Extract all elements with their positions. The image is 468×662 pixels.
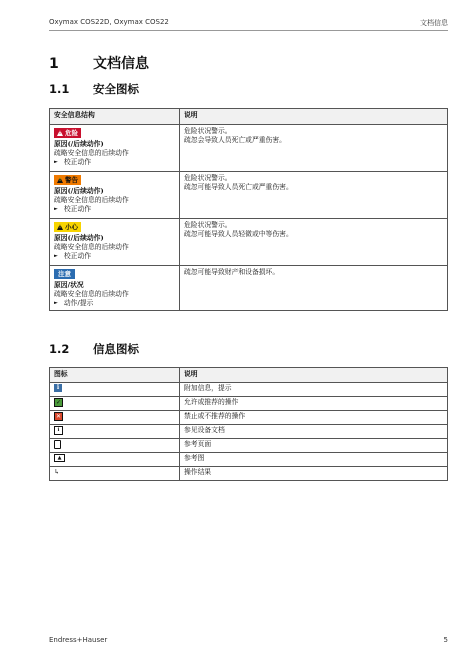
table-row bbox=[50, 383, 448, 397]
table-row bbox=[50, 397, 448, 411]
description-cell: 禁止或不推荐的操作 bbox=[180, 411, 448, 425]
warning-triangle-icon: ! bbox=[59, 177, 62, 183]
description-cell bbox=[180, 125, 448, 172]
icon-cell bbox=[50, 467, 180, 481]
table-row-notice bbox=[50, 266, 448, 311]
footer-brand: Endress+Hauser bbox=[49, 636, 108, 644]
arrow-right-icon: ► bbox=[54, 206, 58, 212]
structure-cell bbox=[50, 266, 180, 311]
action-text: 校正动作 bbox=[63, 205, 92, 213]
result-icon: ↳ bbox=[54, 468, 60, 476]
consequence-text: 疏略安全信息的后续动作 bbox=[54, 290, 129, 298]
arrow-right-icon: ► bbox=[54, 300, 58, 306]
info-symbols-table bbox=[49, 367, 448, 481]
safety-symbols-table bbox=[49, 108, 448, 311]
forbidden-icon: ✕ bbox=[55, 413, 62, 420]
subsection-heading-info bbox=[49, 341, 139, 357]
description-cell bbox=[180, 266, 448, 311]
table-row bbox=[50, 411, 448, 425]
warning-triangle-icon: ! bbox=[59, 224, 62, 230]
subsection-number: 1.2 bbox=[49, 342, 70, 356]
warning-badge bbox=[54, 175, 81, 185]
page-footer bbox=[49, 636, 448, 644]
section-title: 文档信息 bbox=[93, 56, 149, 72]
subsection-heading-safety bbox=[49, 81, 139, 97]
icon-cell bbox=[50, 439, 180, 453]
table-header-row bbox=[50, 368, 448, 383]
header-divider bbox=[49, 30, 448, 31]
header-product-name: Oxymax COS22D, Oxymax COS22 bbox=[49, 18, 169, 26]
table-row-warning bbox=[50, 172, 448, 219]
description-cell: 允许或推荐的操作 bbox=[180, 397, 448, 411]
page-header bbox=[49, 14, 448, 28]
table-row bbox=[50, 439, 448, 453]
danger-badge bbox=[54, 128, 81, 138]
table-row bbox=[50, 425, 448, 439]
structure-cell bbox=[50, 219, 180, 266]
cause-text: 原因(/后续动作) bbox=[54, 140, 104, 148]
section-heading bbox=[49, 53, 149, 73]
description-cell: 参考页面 bbox=[180, 439, 448, 453]
badge-label: 注意 bbox=[58, 269, 71, 278]
action-line bbox=[54, 299, 175, 308]
description-line: 疏忽可能导致人员轻微或中等伤害。 bbox=[184, 230, 293, 238]
permitted-icon: ✓ bbox=[55, 399, 62, 406]
description-cell bbox=[180, 172, 448, 219]
page-number: 5 bbox=[443, 636, 448, 644]
caution-badge bbox=[54, 222, 81, 232]
icon-cell bbox=[50, 411, 180, 425]
table-row-danger bbox=[50, 125, 448, 172]
description-line: 疏忽会导致人员死亡或严重伤害。 bbox=[184, 136, 286, 144]
column-header-structure: 安全信息结构 bbox=[50, 109, 180, 125]
table-header-row bbox=[50, 109, 448, 125]
structure-cell bbox=[50, 125, 180, 172]
notice-badge bbox=[54, 269, 75, 279]
arrow-right-icon: ► bbox=[54, 253, 58, 259]
description-cell: 附加信息，提示 bbox=[180, 383, 448, 397]
icon-cell bbox=[50, 397, 180, 411]
subsection-number: 1.1 bbox=[49, 82, 70, 96]
action-text: 校正动作 bbox=[63, 158, 92, 166]
description-line: 疏忽可能导致财产和设备损坏。 bbox=[184, 268, 280, 276]
description-line: 危险状况警示。 bbox=[184, 127, 232, 135]
cause-text: 原因(/后续动作) bbox=[54, 187, 104, 195]
consequence-text: 疏略安全信息的后续动作 bbox=[54, 149, 129, 157]
description-line: 危险状况警示。 bbox=[184, 174, 232, 182]
description-line: 疏忽可能导致人员死亡或严重伤害。 bbox=[184, 183, 293, 191]
info-icon: i bbox=[54, 384, 62, 392]
column-header-icon: 图标 bbox=[50, 368, 180, 383]
icon-cell bbox=[50, 383, 180, 397]
description-line: 危险状况警示。 bbox=[184, 221, 232, 229]
description-cell: 参考图 bbox=[180, 453, 448, 467]
description-cell: 参见设备文档 bbox=[180, 425, 448, 439]
column-header-description: 说明 bbox=[180, 109, 448, 125]
cause-text: 原因/状况 bbox=[54, 281, 84, 289]
consequence-text: 疏略安全信息的后续动作 bbox=[54, 196, 129, 204]
table-row bbox=[50, 453, 448, 467]
arrow-right-icon: ► bbox=[54, 159, 58, 165]
badge-label: 危险 bbox=[65, 128, 78, 137]
action-line bbox=[54, 205, 175, 214]
subsection-title: 信息图标 bbox=[93, 342, 139, 356]
section-number: 1 bbox=[49, 56, 59, 72]
table-row bbox=[50, 467, 448, 481]
badge-label: 小心 bbox=[65, 222, 78, 231]
document-reference-icon: i bbox=[54, 426, 63, 435]
warning-triangle-icon: ! bbox=[59, 130, 62, 136]
badge-label: 警告 bbox=[65, 175, 78, 184]
column-header-description: 说明 bbox=[180, 368, 448, 383]
description-cell: 操作结果 bbox=[180, 467, 448, 481]
structure-cell bbox=[50, 172, 180, 219]
action-line bbox=[54, 158, 175, 167]
header-section-name: 文档信息 bbox=[420, 19, 448, 27]
description-cell bbox=[180, 219, 448, 266]
action-text: 校正动作 bbox=[63, 252, 92, 260]
subsection-title: 安全图标 bbox=[93, 82, 139, 96]
action-text: 动作/提示 bbox=[63, 299, 94, 307]
action-line bbox=[54, 252, 175, 261]
table-row-caution bbox=[50, 219, 448, 266]
page-reference-icon bbox=[54, 440, 61, 449]
figure-reference-icon: ▲ bbox=[54, 454, 65, 462]
cause-text: 原因(/后续动作) bbox=[54, 234, 104, 242]
consequence-text: 疏略安全信息的后续动作 bbox=[54, 243, 129, 251]
icon-cell bbox=[50, 425, 180, 439]
icon-cell bbox=[50, 453, 180, 467]
